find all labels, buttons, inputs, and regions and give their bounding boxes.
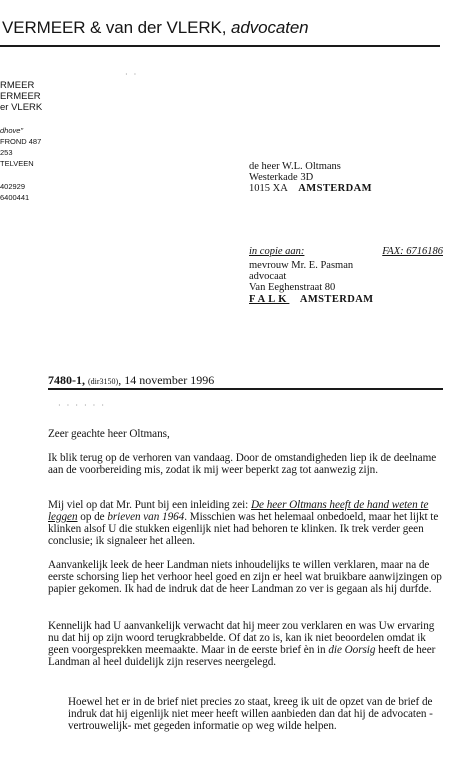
paragraph-4: [48, 620, 446, 668]
copy-city-line: [249, 294, 374, 306]
sender-city: TELVEEN: [0, 159, 34, 168]
sender-street: FROND 487: [0, 137, 42, 146]
p4-title: die Oorsig: [328, 644, 376, 656]
p4-text-b: heeft de heer Landman al heel duidelijk zijn reserves neergelegd.: [48, 644, 436, 668]
copy-label: in copie aan:: [249, 246, 305, 257]
letterhead-rule: [0, 45, 440, 47]
scan-speck: · ·: [125, 70, 139, 79]
paragraph-3: Aanvankelijk leek de heer Landman niets inhoudelijks te willen verklaren, maar na de eerste schorsing liep het verhoor heel goed en zijn er heel wat bruikbare aanwijzingen op papier gekomen. Ik had de indruk dat de heer Landman zo ver is gegaan als hij durfde.: [48, 559, 442, 595]
copy-name: mevrouw Mr. E. Pasman: [249, 260, 354, 271]
paragraph-1: Ik blik terug op de verhoren van vandaag. Door de omstandigheden liep ik de deelname aan de voorbereiding mis, zodat ik mij weer beperkt zag tot aanwezig zijn.: [48, 452, 437, 476]
p2-text-c: . Misschien was het helemaal onbedoeld, maar het lijkt te klinken alsof U die stukken eigenlijk niet had behoren te klinken. Ik trek verder geen conclusie; ik signaleer het alleen.: [48, 511, 439, 547]
copy-title: advocaat: [249, 271, 287, 282]
p2-text-b: op de: [77, 511, 108, 523]
copy-fax: FAX: 6716186: [382, 246, 443, 257]
recipient-name: de heer W.L. Oltmans: [249, 161, 341, 172]
copy-city: AMSTERDAM: [299, 294, 374, 305]
copy-code: FALK: [249, 294, 290, 305]
recipient-city-line: [249, 183, 372, 195]
reference-line: [48, 373, 214, 388]
p2-text-a: Mij viel op dat Mr. Punt bij een inleiding zei:: [48, 499, 251, 511]
copy-street: Van Eeghenstraat 80: [249, 282, 336, 293]
reference-number: 7480-1,: [48, 373, 85, 387]
partner-1: RMEER: [0, 80, 35, 91]
copy-header: [249, 246, 443, 258]
sender-building: dhove": [0, 126, 24, 135]
sender-postcode: 253: [0, 148, 13, 157]
partner-3: er VLERK: [0, 102, 43, 113]
paragraph-2: [48, 499, 446, 547]
sender-fax: 6400441: [0, 193, 30, 202]
recipient-postcode: 1015 XA: [249, 183, 288, 194]
firm-name: VERMEER & van der VLERK,: [2, 18, 227, 37]
p2-quote: De heer Oltmans heeft de hand weten te leggen: [48, 499, 429, 523]
letterhead-title: [2, 18, 309, 38]
partner-2: ERMEER: [0, 91, 41, 102]
paragraph-5: Hoewel het er in de brief niet precies zo staat, kreeg ik uit de opzet van de brief de indruk dat hij eigenlijk niet meer heeft willen aanbieden dan dat hij de advocaten -vertrouwelijk- met gegeden informatie op weg wilde helpen.: [68, 696, 433, 732]
reference-rule: [48, 388, 443, 390]
recipient-street: Westerkade 3D: [249, 172, 314, 183]
reference-dir: (dir3150): [88, 377, 119, 386]
recipient-city: AMSTERDAM: [298, 183, 372, 194]
sender-phone: 402929: [0, 182, 26, 191]
firm-suffix: advocaten: [230, 18, 309, 37]
scan-speck-2: · · · · · ·: [58, 401, 106, 410]
p2-quote-2: brieven van 1964: [107, 511, 185, 523]
p4-text-a: Kennelijk had U aanvankelijk verwacht dat hij meer zou verklaren en was Uw ervaring nu dat hij op zijn woord terugkrabbelde. Of dat zo is, kan ik niet beoordelen omdat ik geen voorgesprekken meemaakte. Maar in de eerste brief èn in: [48, 620, 435, 656]
reference-date: , 14 november 1996: [118, 373, 215, 387]
salutation: Zeer geachte heer Oltmans,: [48, 428, 170, 440]
